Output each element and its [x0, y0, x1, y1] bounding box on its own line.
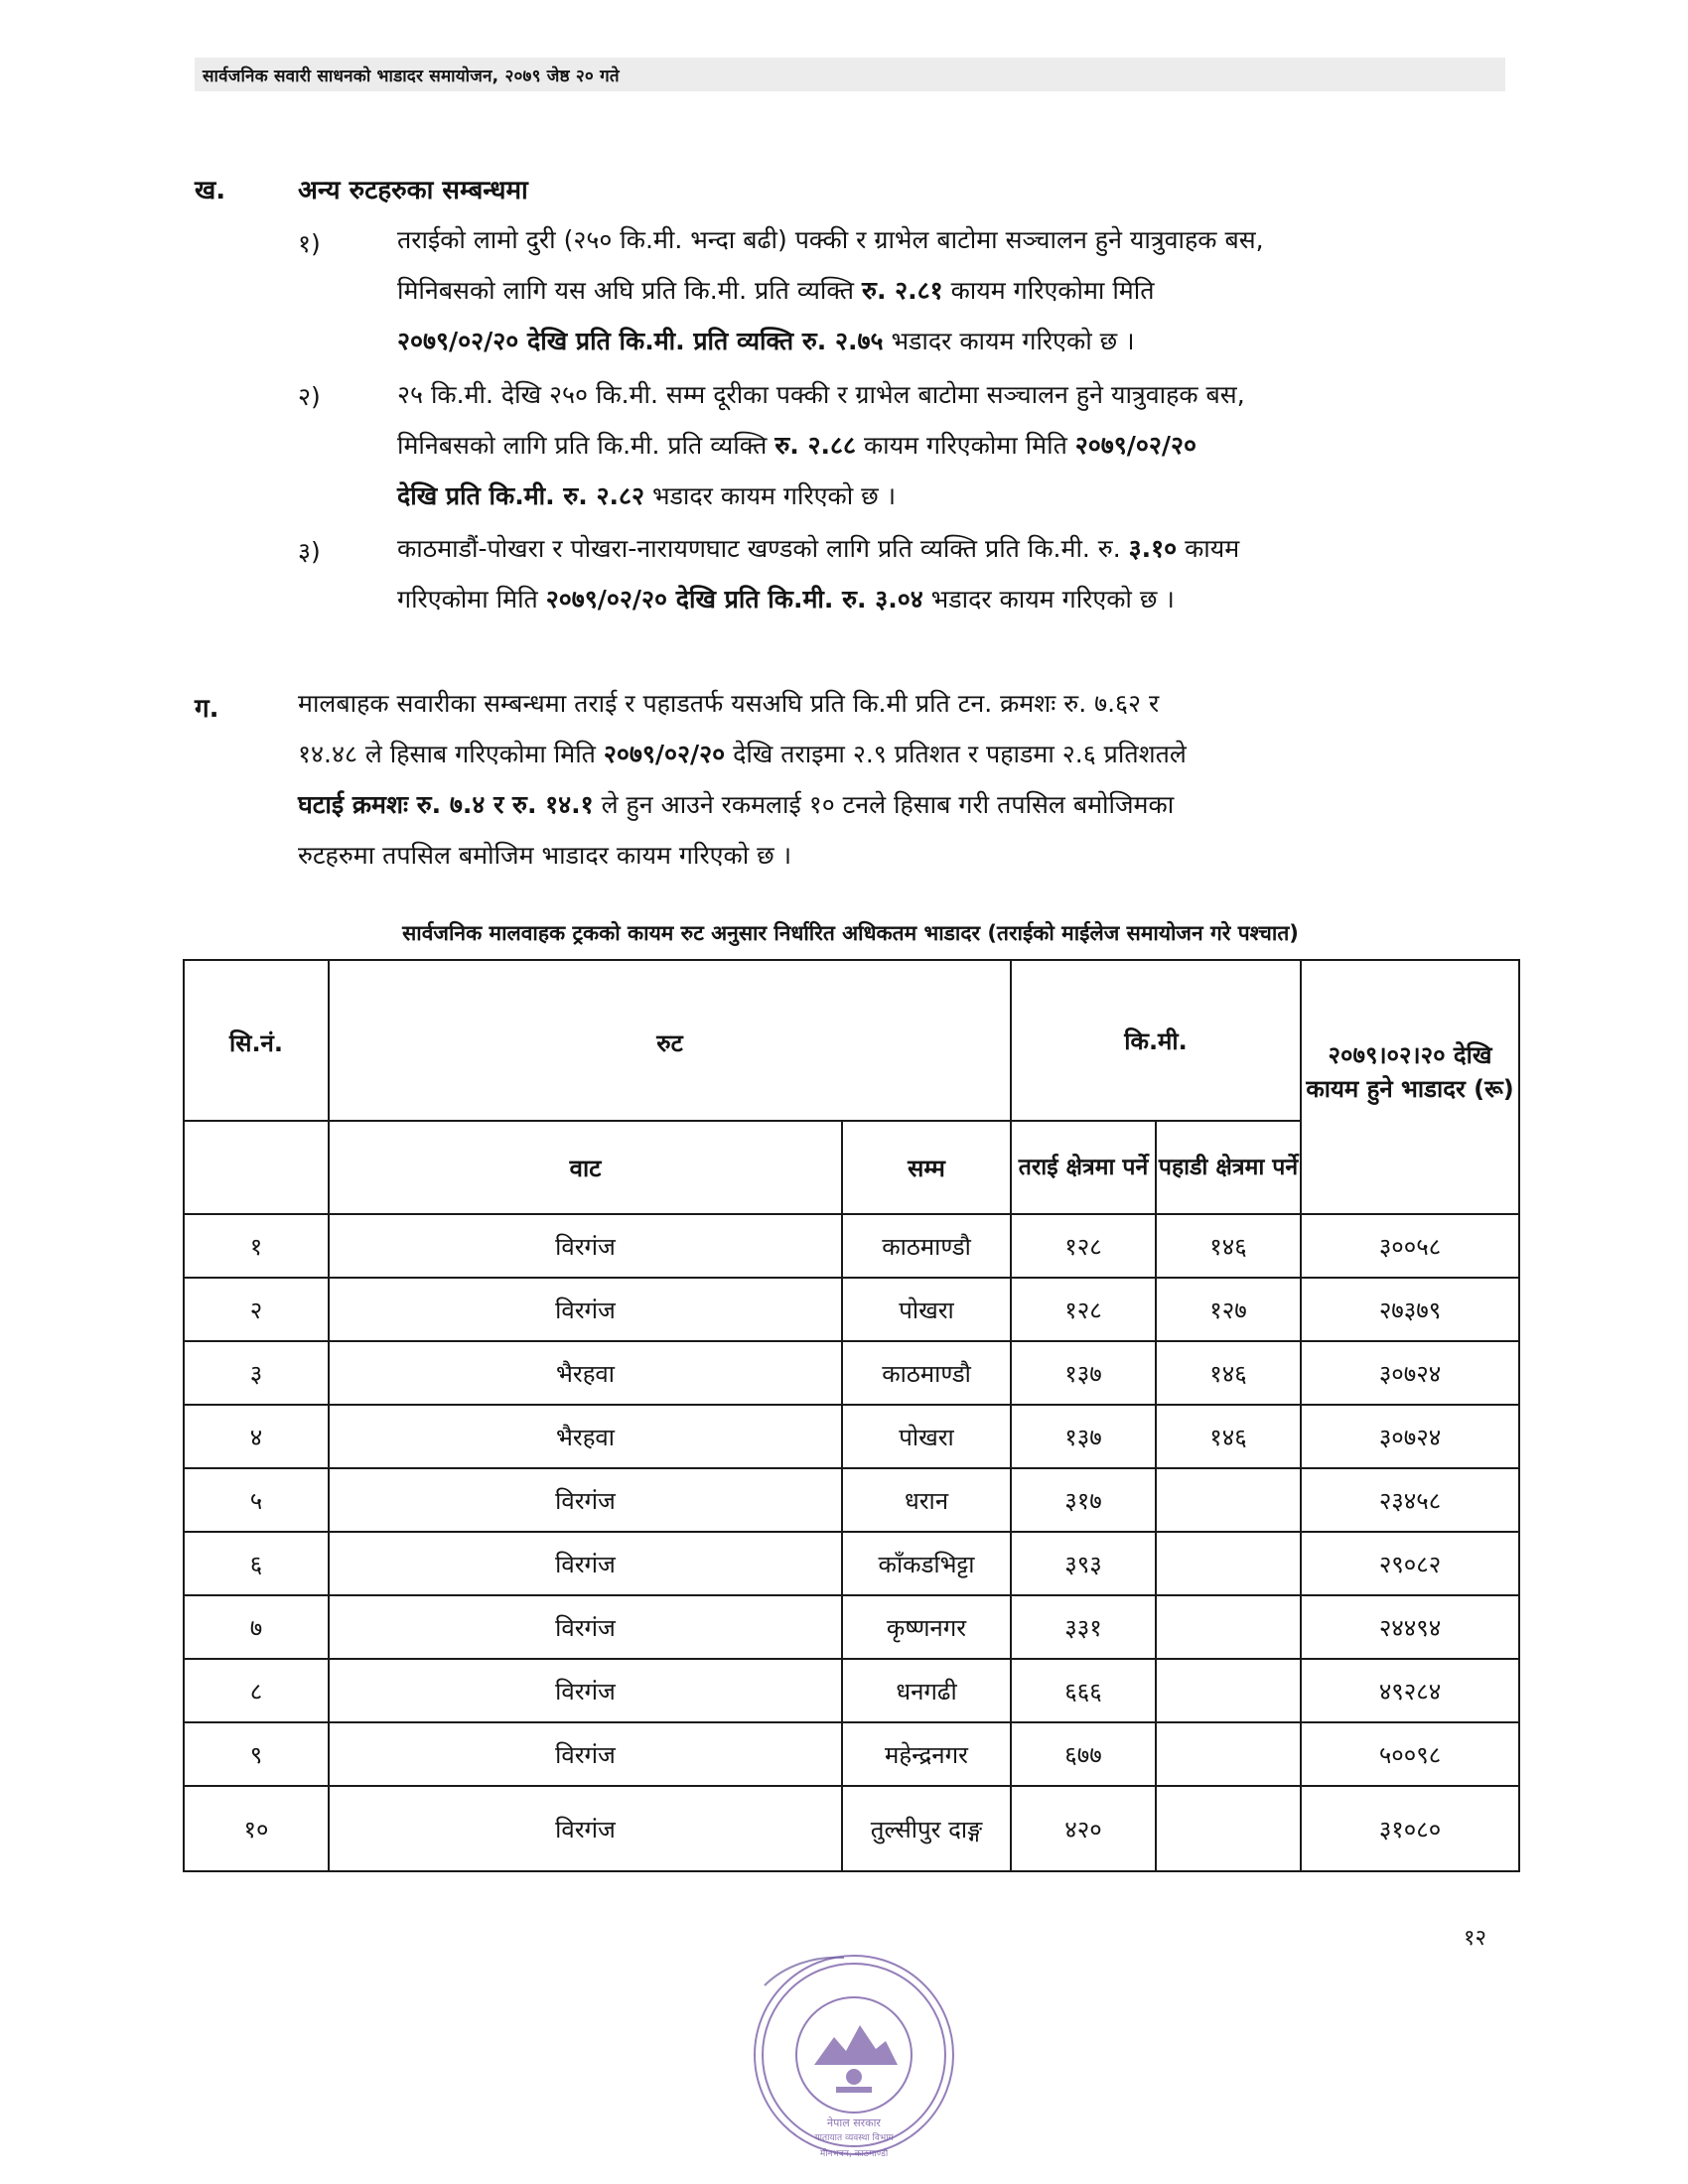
section-ga-label: ग. [195, 694, 219, 724]
item-2-line-2c: कायम गरिएकोमा मिति [856, 431, 1075, 460]
header-rate: २०७९।०२।२० देखि कायम हुने भाडादर (रू) [1301, 960, 1519, 1214]
item-2-old-rate: रु. २.८८ [774, 431, 857, 460]
cell-from: विरगंज [329, 1786, 842, 1871]
header-km: कि.मी. [1011, 960, 1301, 1121]
cell-from: विरगंज [329, 1595, 842, 1659]
table-row [184, 1405, 1519, 1468]
item-1-line-1: तराईको लामो दुरी (२५० कि.मी. भन्दा बढी) पक्की र ग्राभेल बाटोमा सञ्चालन हुने यात्रुवाहक बस, [397, 225, 1264, 254]
item-1-text [397, 214, 1504, 366]
cell-rate: ३०७२४ [1301, 1405, 1519, 1468]
cell-rate: ३१०८० [1301, 1786, 1519, 1871]
cell-terai-km: १३७ [1011, 1405, 1156, 1468]
item-1-line-3b: भडादर कायम गरिएको छ । [883, 327, 1135, 355]
cell-to: धनगढी [842, 1659, 1011, 1722]
cell-hill-km: १४६ [1156, 1341, 1301, 1405]
section-kha-title: अन्य रुटहरुका सम्बन्धमा [298, 176, 528, 205]
cell-terai-km: ४२० [1011, 1786, 1156, 1871]
cell-rate: ५००९८ [1301, 1722, 1519, 1786]
table-row [184, 1595, 1519, 1659]
header-to: सम्म [842, 1121, 1011, 1214]
cell-sn: २ [184, 1278, 329, 1341]
cell-rate: ३००५८ [1301, 1214, 1519, 1278]
table-row [184, 1786, 1519, 1871]
section-ga-line-3 [298, 779, 1504, 830]
cell-from: विरगंज [329, 1722, 842, 1786]
header-serial-number: सि.नं. [184, 960, 329, 1121]
cell-hill-km: १४६ [1156, 1214, 1301, 1278]
header-route: रुट [329, 960, 1011, 1121]
table-row [184, 1659, 1519, 1722]
fare-table [183, 959, 1520, 1872]
cell-from: भैरहवा [329, 1341, 842, 1405]
cell-sn: ६ [184, 1532, 329, 1595]
item-2-text [397, 369, 1504, 521]
section-ga-date: २०७९/०२/२० [603, 740, 726, 768]
seal-signature-stroke [765, 1958, 844, 1985]
section-ga-line-2 [298, 729, 1504, 779]
cell-to: पोखरा [842, 1405, 1011, 1468]
department-seal-stamp [745, 1946, 963, 2164]
cell-sn: ४ [184, 1405, 329, 1468]
table-row [184, 1532, 1519, 1595]
cell-terai-km: ६६६ [1011, 1659, 1156, 1722]
item-3-line-2c: भडादर कायम गरिएको छ । [922, 585, 1175, 614]
cell-from: भैरहवा [329, 1405, 842, 1468]
cell-rate: ४९२८४ [1301, 1659, 1519, 1722]
cell-terai-km: ३३१ [1011, 1595, 1156, 1659]
header-sn-blank [184, 1121, 329, 1214]
cell-from: विरगंज [329, 1659, 842, 1722]
section-ga-text [298, 678, 1504, 881]
cell-rate: २३४५८ [1301, 1468, 1519, 1532]
cell-terai-km: १२८ [1011, 1278, 1156, 1341]
item-3-line-2a: गरिएकोमा मिति [397, 585, 546, 614]
cell-to: काँकडभिट्टा [842, 1532, 1011, 1595]
table-row [184, 1722, 1519, 1786]
item-3-number: ३) [298, 537, 321, 566]
cell-terai-km: ३९३ [1011, 1532, 1156, 1595]
cell-rate: २९०८२ [1301, 1532, 1519, 1595]
item-2-line-2 [397, 420, 1504, 471]
item-2-line-2a: मिनिबसको लागि प्रति कि.मी. प्रति व्यक्ति [397, 431, 775, 460]
seal-text-line-3: यातायात व्यवस्था विभाग [814, 2133, 894, 2143]
cell-sn: ३ [184, 1341, 329, 1405]
header-title: सार्वजनिक सवारी साधनको भाडादर समायोजन, २०७९ जेष्ठ २० गते [203, 67, 620, 86]
header-hill-km: पहाडी क्षेत्रमा पर्ने [1156, 1121, 1301, 1214]
cell-hill-km [1156, 1722, 1301, 1786]
item-2-number: २) [298, 382, 321, 411]
cell-hill-km [1156, 1595, 1301, 1659]
table-row [184, 1214, 1519, 1278]
item-3-line-1c: कायम [1177, 534, 1240, 563]
item-2-new-rate: देखि प्रति कि.मी. रु. २.८२ [397, 481, 645, 510]
table-row [184, 1278, 1519, 1341]
cell-rate: २७३७९ [1301, 1278, 1519, 1341]
cell-from: विरगंज [329, 1278, 842, 1341]
section-ga-line-2c: देखि तराइमा २.९ प्रतिशत र पहाडमा २.६ प्रतिशतले [725, 740, 1187, 768]
cell-sn: ९ [184, 1722, 329, 1786]
seal-emblem-icon [814, 2025, 898, 2093]
cell-terai-km: १२८ [1011, 1214, 1156, 1278]
table-row [184, 1341, 1519, 1405]
header-terai-km: तराई क्षेत्रमा पर्ने [1011, 1121, 1156, 1214]
page-header [195, 58, 1505, 91]
cell-to: काठमाण्डौ [842, 1214, 1011, 1278]
section-ga-line-3b: ले हुन आउने रकमलाई १० टनले हिसाब गरी तपसिल बमोजिमका [593, 790, 1175, 819]
section-kha-label: ख. [195, 176, 226, 205]
item-1-old-rate: रु. २.८१ [862, 276, 943, 305]
cell-hill-km: १४६ [1156, 1405, 1301, 1468]
cell-terai-km: १३७ [1011, 1341, 1156, 1405]
item-1-line-2c: कायम गरिएकोमा मिति [942, 276, 1155, 305]
cell-sn: ७ [184, 1595, 329, 1659]
cell-hill-km [1156, 1659, 1301, 1722]
table-row [184, 1468, 1519, 1532]
table-caption: सार्वजनिक मालवाहक ट्रकको कायम रुट अनुसार निर्धारित अधिकतम भाडादर (तराईको माईलेज समायोजन गरे पश्चात) [402, 921, 1299, 945]
cell-hill-km [1156, 1468, 1301, 1532]
cell-sn: १० [184, 1786, 329, 1871]
cell-from: विरगंज [329, 1468, 842, 1532]
item-3-old-rate: ३.१० [1128, 534, 1178, 563]
item-3-new-rate: २०७९/०२/२० देखि प्रति कि.मी. रु. ३.०४ [545, 585, 923, 614]
cell-to: पोखरा [842, 1278, 1011, 1341]
section-ga-line-2a: १४.४८ ले हिसाब गरिएकोमा मिति [298, 740, 604, 768]
item-1-number: १) [298, 229, 321, 258]
cell-hill-km [1156, 1786, 1301, 1871]
cell-hill-km: १२७ [1156, 1278, 1301, 1341]
cell-sn: ५ [184, 1468, 329, 1532]
cell-hill-km [1156, 1532, 1301, 1595]
cell-sn: ८ [184, 1659, 329, 1722]
page-number: १२ [1464, 1926, 1486, 1951]
seal-text-line-1: नेपाल सरकार [827, 2116, 881, 2129]
cell-terai-km: ३१७ [1011, 1468, 1156, 1532]
item-1-line-3 [397, 316, 1504, 366]
cell-to: काठमाण्डौ [842, 1341, 1011, 1405]
cell-to: महेन्द्रनगर [842, 1722, 1011, 1786]
cell-to: तुल्सीपुर दाङ्ग [842, 1786, 1011, 1871]
cell-from: विरगंज [329, 1532, 842, 1595]
item-2-date: २०७९/०२/२० [1074, 431, 1197, 460]
seal-text-line-4: मीनभवन, काठमाण्डौ [819, 2149, 889, 2159]
item-3-line-1a: काठमाडौं-पोखरा र पोखरा-नारायणघाट खण्डको लागि प्रति व्यक्ति प्रति कि.मी. रु. [397, 534, 1129, 563]
header-from: वाट [329, 1121, 842, 1214]
cell-from: विरगंज [329, 1214, 842, 1278]
item-2-line-1: २५ कि.मी. देखि २५० कि.मी. सम्म दूरीका पक्की र ग्राभेल बाटोमा सञ्चालन हुने यात्रुवाहक बस, [397, 380, 1245, 409]
section-ga-new-rates: घटाई क्रमशः रु. ७.४ र रु. १४.१ [298, 790, 594, 819]
cell-sn: १ [184, 1214, 329, 1278]
item-3-line-2 [397, 574, 1504, 624]
cell-rate: ३०७२४ [1301, 1341, 1519, 1405]
cell-rate: २४४९४ [1301, 1595, 1519, 1659]
item-2-line-3b: भडादर कायम गरिएको छ । [644, 481, 897, 510]
section-ga-line-4: रुटहरुमा तपसिल बमोजिम भाडादर कायम गरिएको छ । [298, 841, 792, 870]
cell-to: कृष्णनगर [842, 1595, 1011, 1659]
item-1-line-2a: मिनिबसको लागि यस अघि प्रति कि.मी. प्रति व्यक्ति [397, 276, 862, 305]
item-1-new-rate: २०७९/०२/२० देखि प्रति कि.मी. प्रति व्यक्ति रु. २.७५ [397, 327, 884, 355]
section-ga-line-1: मालबाहक सवारीका सम्बन्धमा तराई र पहाडतर्फ यसअघि प्रति कि.मी प्रति टन. क्रमशः रु. ७.६२ र [298, 689, 1160, 718]
fare-table-body [184, 1214, 1519, 1871]
item-2-line-3 [397, 471, 1504, 521]
item-1-line-2 [397, 265, 1504, 316]
cell-terai-km: ६७७ [1011, 1722, 1156, 1786]
item-3-line-1 [397, 523, 1504, 574]
item-3-text [397, 523, 1504, 624]
cell-to: धरान [842, 1468, 1011, 1532]
